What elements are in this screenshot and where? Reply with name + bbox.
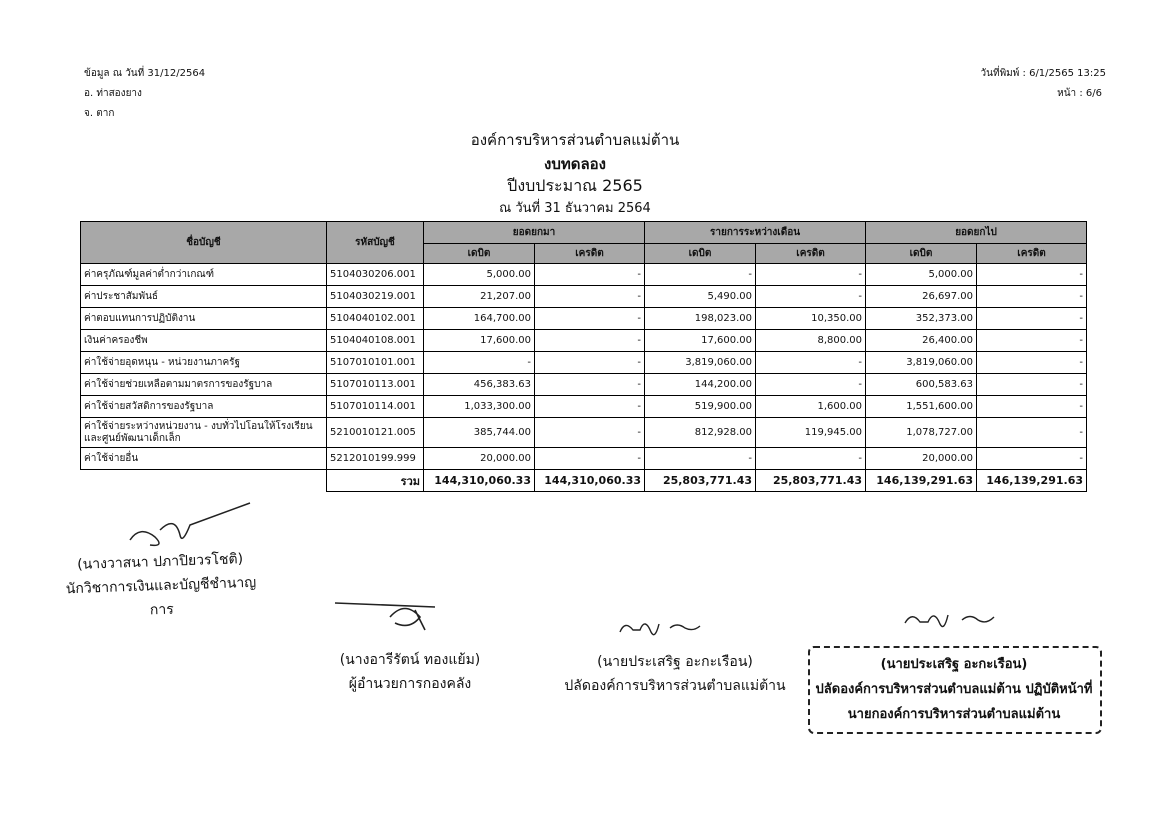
signature-block-3 xyxy=(555,650,795,698)
m-debit: 519,900.00 xyxy=(645,396,756,418)
account-name: ค่าใช้จ่ายสวัสดิการของรัฐบาล xyxy=(81,396,327,418)
m-debit: 812,928.00 xyxy=(645,418,756,448)
bf-debit: 164,700.00 xyxy=(424,308,535,330)
signature-scribble-2 xyxy=(330,595,440,635)
signer-name: (นายประเสริฐ อะกะเรือน) xyxy=(597,654,753,670)
cf-credit: - xyxy=(977,264,1087,286)
total-bf-debit: 144,310,060.33 xyxy=(424,470,535,492)
report-title: งบทดลอง xyxy=(544,155,606,173)
table-row xyxy=(81,286,1087,308)
cf-debit: 3,819,060.00 xyxy=(866,352,977,374)
cf-credit: - xyxy=(977,448,1087,470)
cf-debit: 26,697.00 xyxy=(866,286,977,308)
as-of-date: ณ วันที่ 31 ธันวาคม 2564 xyxy=(499,201,651,216)
m-credit: 1,600.00 xyxy=(756,396,866,418)
col-m-credit: เครดิต xyxy=(756,244,866,264)
account-name: ค่าครุภัณฑ์มูลค่าต่ำกว่าเกณฑ์ xyxy=(81,264,327,286)
fiscal-year: ปีงบประมาณ 2565 xyxy=(507,176,643,195)
m-credit: - xyxy=(756,374,866,396)
m-credit: 10,350.00 xyxy=(756,308,866,330)
bf-debit: - xyxy=(424,352,535,374)
signature-block-1 xyxy=(55,546,267,625)
m-credit: 119,945.00 xyxy=(756,418,866,448)
signature-scribble-1 xyxy=(120,495,260,555)
account-code: 5104030206.001 xyxy=(327,264,424,286)
signer-position-2: นายกองค์การบริหารส่วนตำบลแม่ต้าน xyxy=(847,707,1061,722)
bf-debit: 1,033,300.00 xyxy=(424,396,535,418)
bf-debit: 20,000.00 xyxy=(424,448,535,470)
district: อ. ท่าสองยาง xyxy=(84,88,142,99)
account-code: 5104040108.001 xyxy=(327,330,424,352)
table-row xyxy=(81,330,1087,352)
account-code: 5107010114.001 xyxy=(327,396,424,418)
bf-credit: - xyxy=(535,264,645,286)
data-date: ข้อมูล ณ วันที่ 31/12/2564 xyxy=(84,68,206,79)
trial-balance-table xyxy=(80,221,1087,492)
col-bf-debit: เดบิต xyxy=(424,244,535,264)
bf-debit: 5,000.00 xyxy=(424,264,535,286)
signature-scribble-3 xyxy=(615,612,705,642)
cf-debit: 600,583.63 xyxy=(866,374,977,396)
table-row xyxy=(81,448,1087,470)
bf-credit: - xyxy=(535,330,645,352)
header-row xyxy=(81,222,1087,244)
col-brought-forward: ยอดยกมา xyxy=(424,222,645,244)
cf-credit: - xyxy=(977,308,1087,330)
org-title: องค์การบริหารส่วนตำบลแม่ต้าน xyxy=(470,131,680,149)
total-cf-credit: 146,139,291.63 xyxy=(977,470,1087,492)
account-code: 5104040102.001 xyxy=(327,308,424,330)
cf-credit: - xyxy=(977,374,1087,396)
table-row xyxy=(81,418,1087,448)
signer-position: นักวิชาการเงินและบัญชีชำนาญการ xyxy=(65,574,257,619)
bf-credit: - xyxy=(535,396,645,418)
m-debit: 17,600.00 xyxy=(645,330,756,352)
bf-debit: 21,207.00 xyxy=(424,286,535,308)
m-debit: 198,023.00 xyxy=(645,308,756,330)
signer-position: ผู้อำนวยการกองคลัง xyxy=(348,676,472,692)
cf-debit: 1,551,600.00 xyxy=(866,396,977,418)
signer-position: ปลัดองค์การบริหารส่วนตำบลแม่ต้าน xyxy=(564,678,786,694)
cf-credit: - xyxy=(977,352,1087,374)
col-cf-debit: เดบิต xyxy=(866,244,977,264)
account-name: ค่าใช้จ่ายอื่น xyxy=(81,448,327,470)
m-debit: - xyxy=(645,448,756,470)
print-date: วันที่พิมพ์ : 6/1/2565 13:25 xyxy=(980,68,1106,79)
bf-credit: - xyxy=(535,286,645,308)
total-blank xyxy=(81,470,327,492)
col-during-month: รายการระหว่างเดือน xyxy=(645,222,866,244)
total-bf-credit: 144,310,060.33 xyxy=(535,470,645,492)
col-account-code: รหัสบัญชี xyxy=(327,222,424,264)
m-credit: - xyxy=(756,286,866,308)
bf-credit: - xyxy=(535,374,645,396)
m-credit: - xyxy=(756,264,866,286)
m-debit: 144,200.00 xyxy=(645,374,756,396)
account-name: ค่าใช้จ่ายช่วยเหลือตามมาตรการของรัฐบาล xyxy=(81,374,327,396)
m-credit: - xyxy=(756,448,866,470)
signer-name: (นางอารีรัตน์ ทองแย้ม) xyxy=(339,652,481,668)
total-m-debit: 25,803,771.43 xyxy=(645,470,756,492)
table-row xyxy=(81,374,1087,396)
cf-debit: 20,000.00 xyxy=(866,448,977,470)
account-code: 5104030219.001 xyxy=(327,286,424,308)
signature-block-4 xyxy=(812,652,1096,727)
bf-debit: 385,744.00 xyxy=(424,418,535,448)
m-debit: 5,490.00 xyxy=(645,286,756,308)
cf-debit: 26,400.00 xyxy=(866,330,977,352)
total-label: รวม xyxy=(327,470,424,492)
account-name: ค่าประชาสัมพันธ์ xyxy=(81,286,327,308)
account-name: เงินค่าครองชีพ xyxy=(81,330,327,352)
cf-credit: - xyxy=(977,330,1087,352)
table-row xyxy=(81,352,1087,374)
col-carried-forward: ยอดยกไป xyxy=(866,222,1087,244)
province: จ. ตาก xyxy=(84,108,115,119)
signer-name: (นายประเสริฐ อะกะเรือน) xyxy=(880,657,1028,672)
account-code: 5107010113.001 xyxy=(327,374,424,396)
table-row xyxy=(81,264,1087,286)
m-credit: 8,800.00 xyxy=(756,330,866,352)
account-name: ค่าใช้จ่ายระหว่างหน่วยงาน - งบทั่วไปโอนให้โรงเรียน และศูนย์พัฒนาเด็กเล็ก xyxy=(81,418,327,448)
cf-credit: - xyxy=(977,396,1087,418)
m-credit: - xyxy=(756,352,866,374)
col-bf-credit: เครดิต xyxy=(535,244,645,264)
signer-position: ปลัดองค์การบริหารส่วนตำบลแม่ต้าน ปฏิบัติหน้าที่ xyxy=(815,682,1093,697)
account-code: 5107010101.001 xyxy=(327,352,424,374)
cf-debit: 5,000.00 xyxy=(866,264,977,286)
total-cf-debit: 146,139,291.63 xyxy=(866,470,977,492)
col-account-name: ชื่อบัญชี xyxy=(81,222,327,264)
col-cf-credit: เครดิต xyxy=(977,244,1087,264)
signature-block-2 xyxy=(310,648,510,696)
table-row xyxy=(81,308,1087,330)
cf-debit: 352,373.00 xyxy=(866,308,977,330)
total-row xyxy=(81,470,1087,492)
bf-credit: - xyxy=(535,418,645,448)
bf-debit: 456,383.63 xyxy=(424,374,535,396)
bf-credit: - xyxy=(535,308,645,330)
account-code: 5212010199.999 xyxy=(327,448,424,470)
m-debit: 3,819,060.00 xyxy=(645,352,756,374)
m-debit: - xyxy=(645,264,756,286)
cf-credit: - xyxy=(977,418,1087,448)
col-m-debit: เดบิต xyxy=(645,244,756,264)
signature-scribble-4 xyxy=(900,605,1000,635)
account-code: 5210010121.005 xyxy=(327,418,424,448)
bf-credit: - xyxy=(535,448,645,470)
page-number: หน้า : 6/6 xyxy=(1057,88,1102,99)
bf-debit: 17,600.00 xyxy=(424,330,535,352)
table-row xyxy=(81,396,1087,418)
signer-name: (นางวาสนา ปภาปิยวรโชติ) xyxy=(76,551,244,573)
account-name: ค่าใช้จ่ายอุดหนุน - หน่วยงานภาครัฐ xyxy=(81,352,327,374)
total-m-credit: 25,803,771.43 xyxy=(756,470,866,492)
cf-debit: 1,078,727.00 xyxy=(866,418,977,448)
cf-credit: - xyxy=(977,286,1087,308)
bf-credit: - xyxy=(535,352,645,374)
account-name: ค่าตอบแทนการปฏิบัติงาน xyxy=(81,308,327,330)
